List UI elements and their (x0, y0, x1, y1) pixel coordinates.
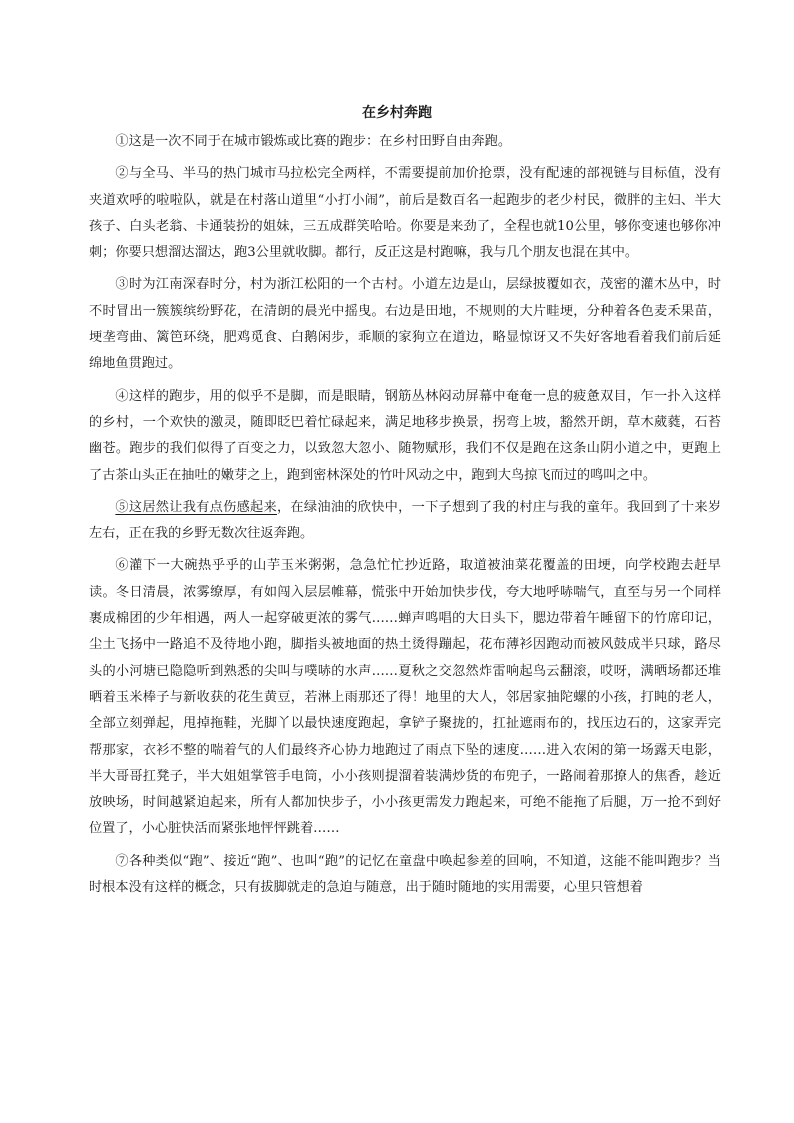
article-title: 在乡村奔跑 (362, 105, 432, 121)
paragraph-5 (89, 495, 721, 548)
paragraph-5-underlined-sentence: ⑤这居然让我有点伤感起来 (115, 499, 277, 515)
paragraph-2-text: ②与全马、半马的热门城市马拉松完全两样，不需要提前加价抢票，没有配速的部视链与目标值，没有夹道欢呼的啦啦队，就是在村落山道里“小打小闹”，前后是数百名一起跑步的老少村民，微胖的主妇、半大孩子、白头老翁、卡通装扮的姐妹，三五成群笑哈哈。你要是来劲了，全程也就10公里，够你变速也够你冲刺；你要只想溜达溜达，跑3公里就收脚。都行，反正这是村跑嘛，我与几个朋友也混在其中。 (89, 166, 721, 261)
paragraph-3 (89, 272, 721, 377)
paragraph-5-text: ，在绿油油的欣快中，一下子想到了我的村庄与我的童年。我回到了十来岁左右，正在我的乡野无数次往返奔跑。 (89, 499, 722, 542)
paragraph-1 (89, 129, 721, 155)
article-body (89, 129, 721, 901)
paragraph-6-text: ⑥灌下一大碗热乎乎的山芋玉米粥粥，急急忙忙抄近路，取道被油菜花覆盖的田埂，向学校跑去赶早读。冬日清晨，浓雾缭厚，有如闯入层层帷幕，慌张中开始加快步伐，夸大地呼哧喘气，直至与另一个同样裹成棉团的少年相遇，两人一起穿破更浓的雾气……蝉声鸣唱的大日头下，腮边带着午睡留下的竹席印记，尘土飞扬中一路追不及待地小跑，脚指头被地面的热土烫得蹦起，花布薄衫因跑动而被风鼓成半只球，路尽头的小河塘已隐隐听到熟悉的尖叫与噗哧的水声……夏秋之交忽然炸雷响起鸟云翻滚，哎呀，满晒场都还堆晒着玉米棒子与新收获的花生黄豆，若淋上雨那还了得！地里的大人，邻居家抽陀螺的小孩，打盹的老人，全部立刻弹起，甩掉拖鞋，光脚丫以最快速度跑起，拿铲子聚拢的，扛扯遮雨布的，找压边石的，这家弄完帮那家，衣衫不整的喘着气的人们最终齐心协力地跑过了雨点下坠的速度……进入农闲的第一场露天电影，半大哥哥扛凳子，半大姐姐掌管手电筒，小小孩则提溜着装满炒货的布兜子，一路闹着那撩人的焦香，趁近放映场，时间越紧迫起来，所有人都加快步子，小小孩更需发力跑起来，可绝不能拖了后腿，万一抢不到好位置了，小心脏快活而紧张地怦怦跳着…… (89, 558, 721, 837)
paragraph-3-text: ③时为江南深春时分，村为浙江松阳的一个古村。小道左边是山，层绿披覆如衣，茂密的灌木丛中，时不时冒出一簇簇缤纷野花，在清朗的晨光中摇曳。右边是田地，不规则的大片畦埂，分种着各色麦禾果苗，埂垄弯曲、篱笆环绕，肥鸡觅食、白鹅闲步，乖顺的家狗立在道边，略显惊讶又不失好客地看着我们前后延绵地鱼贯跑过。 (89, 277, 721, 372)
paragraph-4 (89, 384, 721, 489)
paragraph-1-text: ①这是一次不同于在城市锻炼或比赛的跑步：在乡村田野自由奔跑。 (115, 134, 512, 149)
paragraph-4-text: ④这样的跑步，用的似乎不是脚，而是眼睛，钢筋丛林闷动屏幕中奄奄一息的疲惫双目，乍一扑入这样的乡村，一个欢快的激灵，随即眨巴着忙碌起来，满足地移步换景，拐弯上坡，豁然开朗，草木葳蕤，石苔幽苍。跑步的我们似得了百变之力，以致忽大忽小、随物赋形，我们不仅是跑在这条山阴小道之中，更跑上了古茶山头正在抽吐的嫩芽之上，跑到密林深处的竹叶风动之中，跑到大鸟掠飞而过的鸣叫之中。 (89, 388, 721, 483)
paragraph-7-text: ⑦各种类似“跑”、接近“跑”、也叫“跑”的记忆在童盘中唤起参差的回响，不知道，这能不能叫跑步？当时根本没有这样的概念，只有拔脚就走的急迫与随意，出于随时随地的实用需要，心里只管想着 (89, 853, 721, 896)
paragraph-6 (89, 553, 721, 842)
paragraph-7 (89, 849, 721, 902)
paragraph-2 (89, 161, 721, 266)
